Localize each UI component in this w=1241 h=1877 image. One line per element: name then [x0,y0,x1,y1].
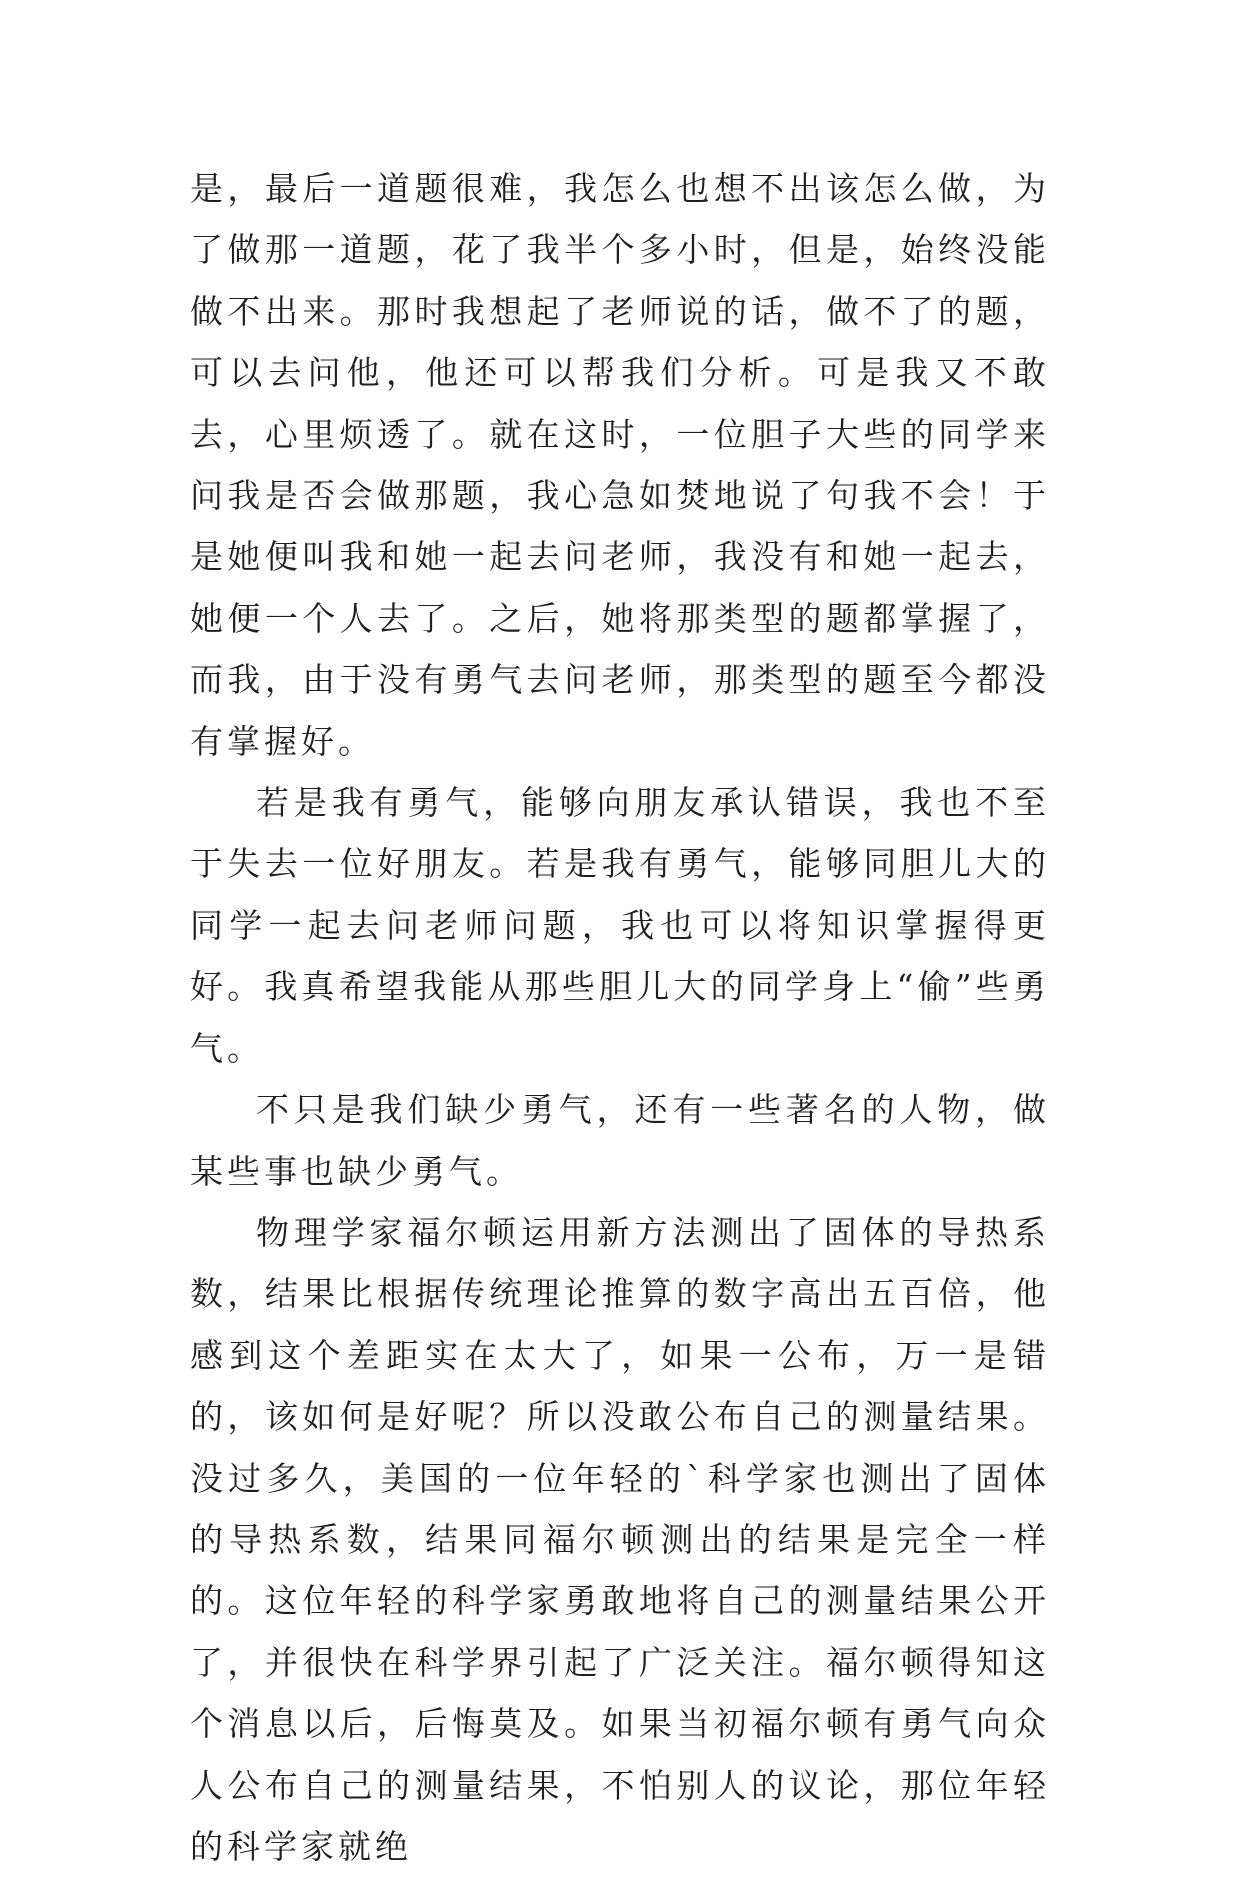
paragraph-2: 若是我有勇气，能够向朋友承认错误，我也不至于失去一位好朋友。若是我有勇气，能够同胆儿大的同学一起去问老师问题，我也可以将知识掌握得更好。我真希望我能从那些胆儿大的同学身上“偷”些勇气。 [190,783,1050,1068]
document-body [190,158,1050,1877]
paragraph-1: 是，最后一道题很难，我怎么也想不出该怎么做，为了做那一道题，花了我半个多小时，但是，始终没能做不出来。那时我想起了老师说的话，做不了的题，可以去问他，他还可以帮我们分析。可是我又不敢去，心里烦透了。就在这时，一位胆子大些的同学来问我是否会做那题，我心急如焚地说了句我不会！于是她便叫我和她一起去问老师，我没有和她一起去，她便一个人去了。之后，她将那类型的题都掌握了，而我，由于没有勇气去问老师，那类型的题至今都没有掌握好。 [190,169,1050,761]
paragraph-3: 不只是我们缺少勇气，还有一些著名的人物，做某些事也缺少勇气。 [190,1090,1050,1191]
paragraph-4: 物理学家福尔顿运用新方法测出了固体的导热系数，结果比根据传统理论推算的数字高出五百倍，他感到这个差距实在太大了，如果一公布，万一是错的，该如何是好呢？所以没敢公布自己的测量结果。没过多久，美国的一位年轻的`科学家也测出了固体的导热系数，结果同福尔顿测出的结果是完全一样的。这位年轻的科学家勇敢地将自己的测量结果公开了，并很快在科学界引起了广泛关注。福尔顿得知这个消息以后，后悔莫及。如果当初福尔顿有勇气向众人公布自己的测量结果，不怕别人的议论，那位年轻的科学家就绝 [190,1212,1050,1866]
